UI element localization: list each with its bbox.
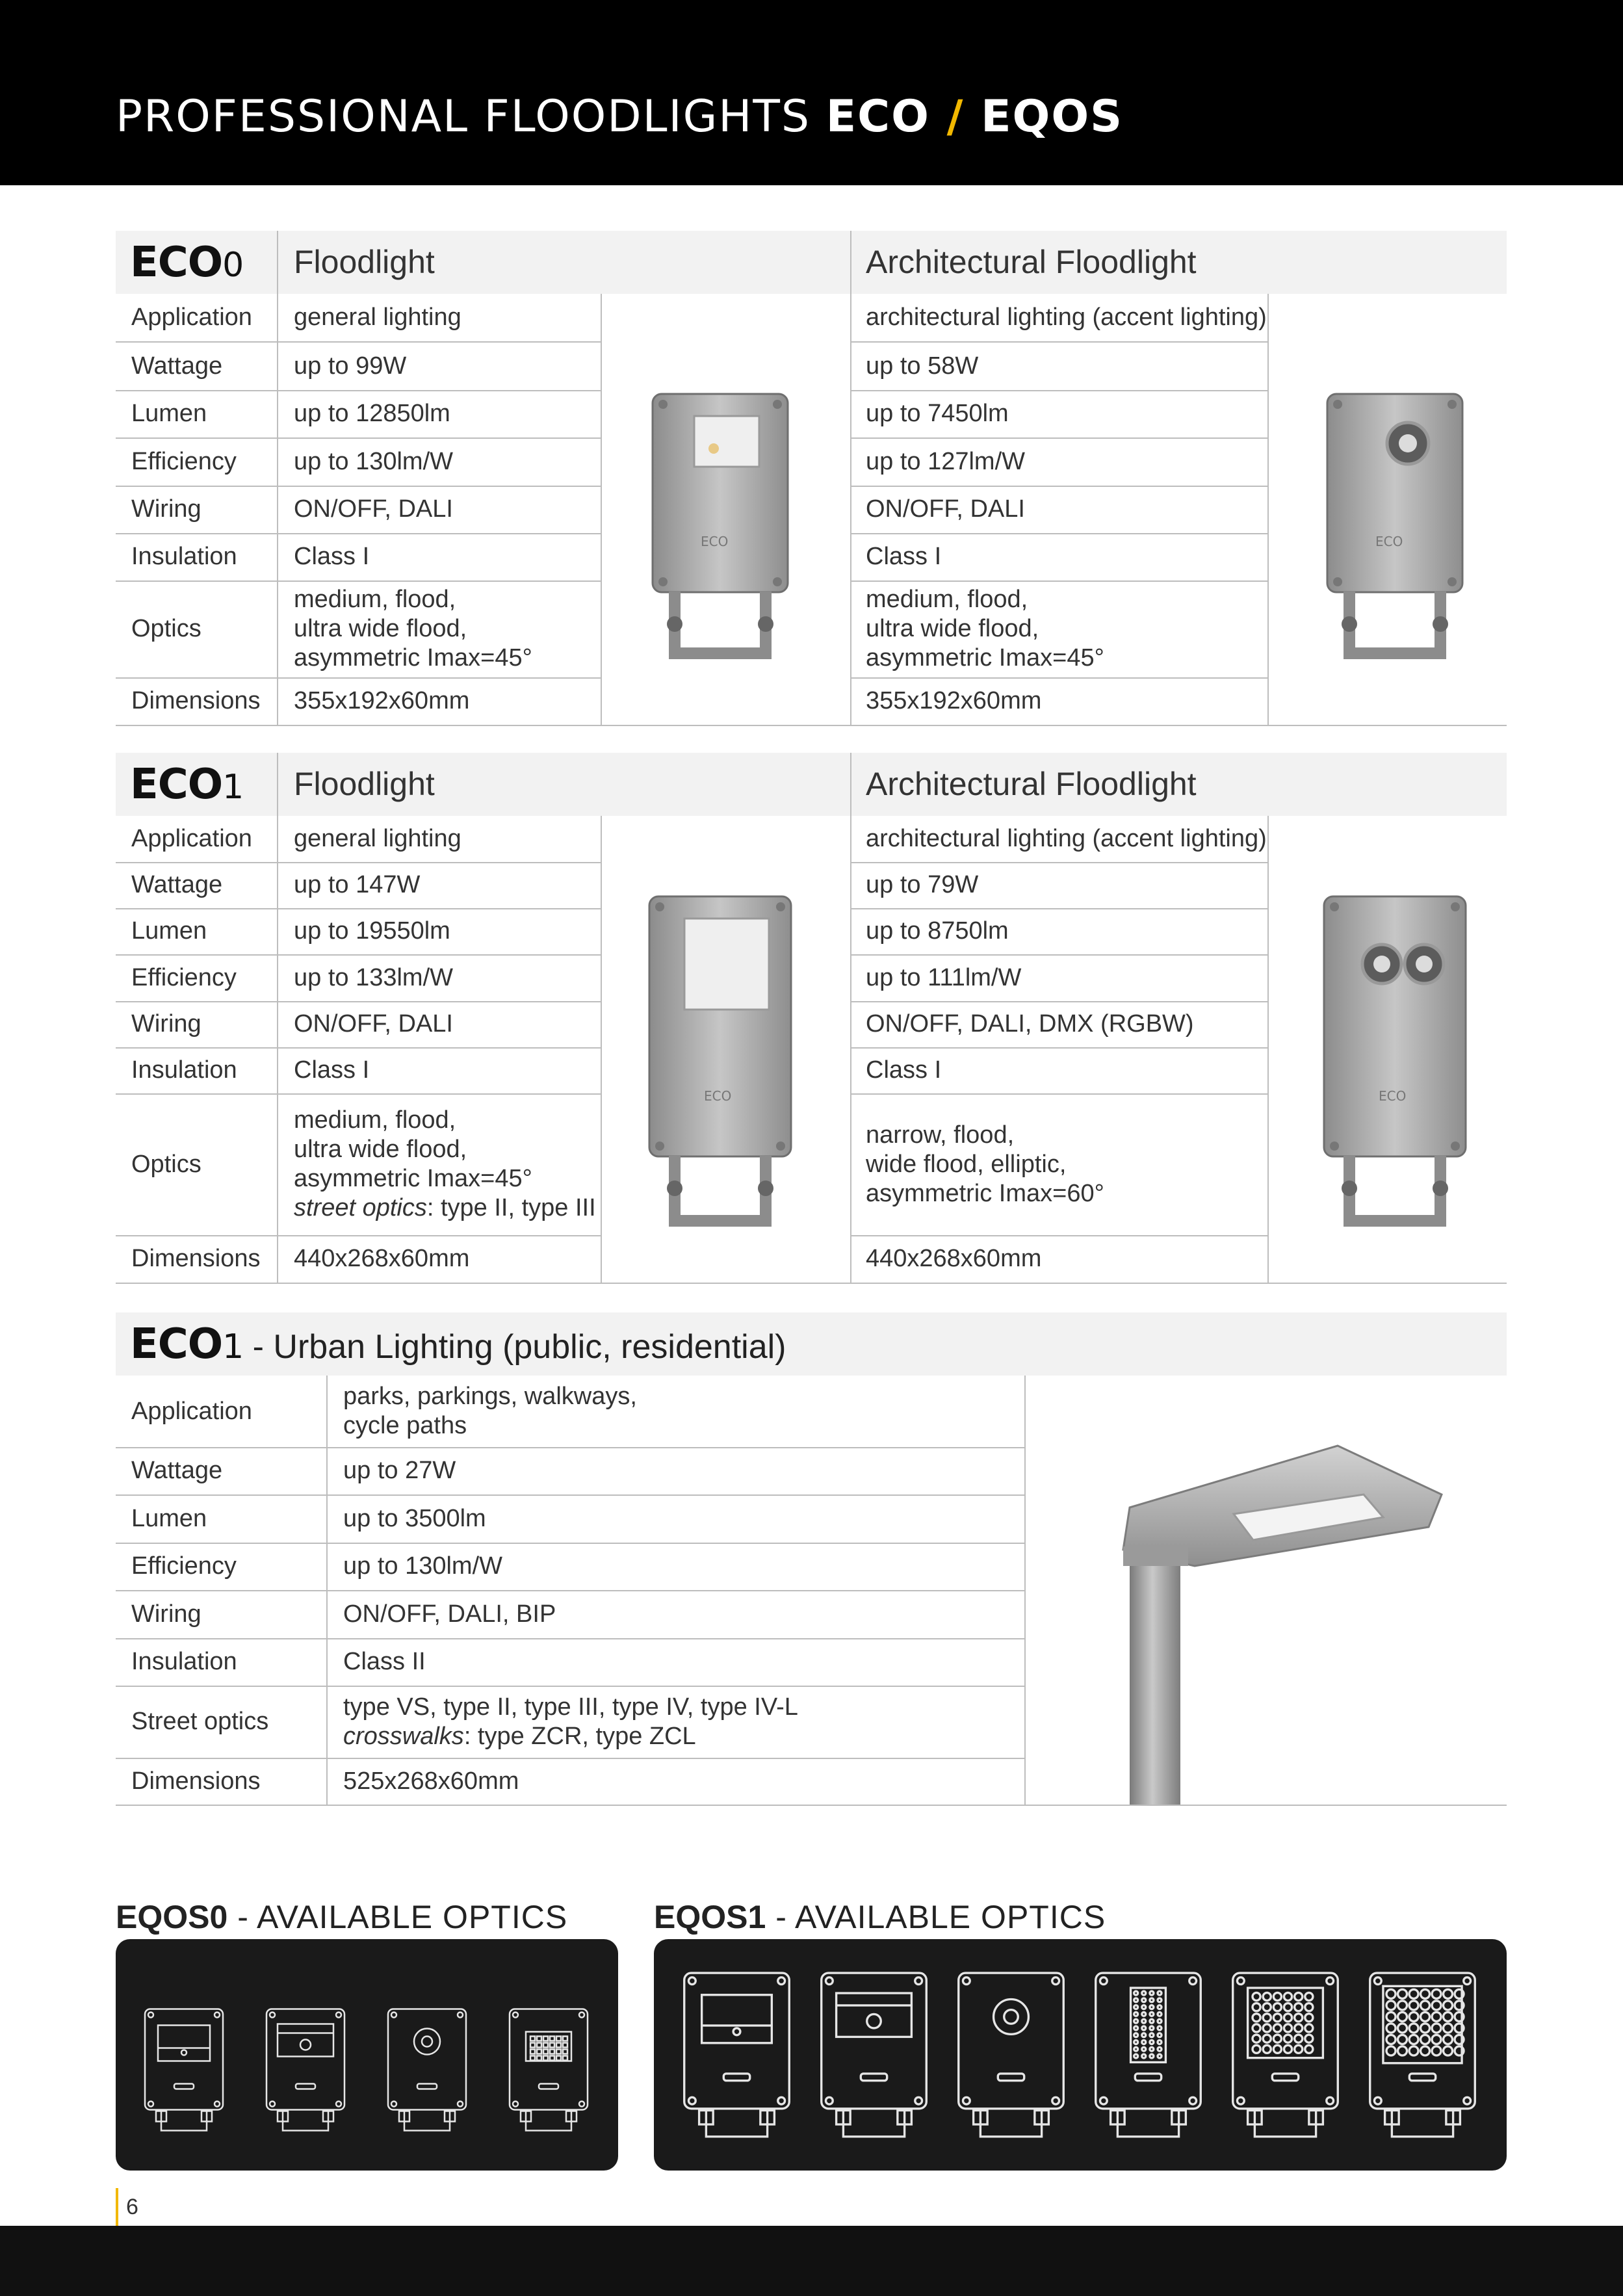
eco0-architectural-value-cell: up to 58W <box>866 352 979 380</box>
eco1-architectural-value-cell: up to 8750lm <box>866 917 1009 945</box>
svg-text:ECO: ECO <box>701 534 729 549</box>
eqos0-optics-title: EQOS0 - AVAILABLE OPTICS <box>116 1899 568 1935</box>
eco0-architectural-value-cell: Class I <box>866 543 942 570</box>
urban-label-cell: Application <box>131 1397 252 1425</box>
eco0-label-cell: Wattage <box>131 352 223 380</box>
eco1-floodlight-value-cell: up to 147W <box>294 871 421 898</box>
eqos0-wide-optic-icon <box>263 2004 348 2141</box>
urban-heading: ECO1 - Urban Lighting (public, residential) <box>130 1320 786 1368</box>
eqos0-round-optic-icon <box>385 2004 469 2141</box>
eco0-floodlight-value-cell: ON/OFF, DALI <box>294 495 453 523</box>
eqos0-array-optic-icon <box>506 2004 591 2141</box>
urban-crosswalks-value: : type ZCR, type ZCL <box>463 1722 696 1750</box>
eco1-label-cell: Wattage <box>131 871 223 898</box>
urban-value-cell: up to 3500lm <box>343 1504 486 1532</box>
eco0-architectural-value-cell: 355x192x60mm <box>866 687 1042 714</box>
eco1-architectural-value-cell: 440x268x60mm <box>866 1245 1042 1272</box>
urban-label-cell: Wiring <box>131 1600 201 1628</box>
eco1-label-cell: Wiring <box>131 1010 201 1037</box>
eco1-spec-block <box>116 753 1507 1283</box>
eco0-label-cell: Application <box>131 304 252 331</box>
eqos1-narrow-array-optic-icon <box>1091 1968 1205 2147</box>
eco0-label-cell: Wiring <box>131 495 201 523</box>
eco1-label-cell: Application <box>131 825 252 852</box>
eco1-floodlight-value-cell: up to 133lm/W <box>294 963 453 991</box>
eco1-floodlight-value-cell: ON/OFF, DALI <box>294 1010 453 1037</box>
eqos1-round-optic-icon <box>954 1968 1068 2147</box>
urban-value-cell: Class II <box>343 1648 426 1675</box>
eco0-architectural-value-cell: medium, flood, ultra wide flood, asymmetric Imax=45° <box>866 586 1104 672</box>
eqos1-optics-title: EQOS1 - AVAILABLE OPTICS <box>654 1899 1106 1935</box>
eco1-floodlight-value-cell <box>294 1093 596 1235</box>
eco1-optics-text: medium, flood, ultra wide flood, asymmetric Imax=45° <box>294 1106 532 1192</box>
eco0-architectural-heading: Architectural Floodlight <box>866 244 1197 280</box>
eco0-architectural-photo <box>1323 390 1466 663</box>
urban-label-cell: Efficiency <box>131 1552 237 1580</box>
eqos0-optics-panel <box>116 1939 618 2171</box>
svg-text:ECO: ECO <box>704 1088 732 1104</box>
eco1-street-optics-label: street optics <box>294 1194 427 1221</box>
eco1-architectural-photo <box>1320 893 1470 1231</box>
eco0-floodlight-value-cell: medium, flood, ultra wide flood, asymmetric Imax=45° <box>294 586 532 672</box>
urban-street-optics-text: type VS, type II, type III, type IV, type IV-L <box>343 1693 798 1721</box>
eco0-floodlight-value-cell: up to 12850lm <box>294 400 450 427</box>
urban-crosswalks-label: crosswalks <box>343 1722 464 1750</box>
urban-streetlight-photo <box>1104 1436 1468 1805</box>
urban-label-cell: Street optics <box>131 1708 269 1735</box>
eqos0-flood-optic-icon <box>142 2004 226 2141</box>
eco1-architectural-value-cell: up to 111lm/W <box>866 963 1022 991</box>
eco0-floodlight-value-cell: Class I <box>294 543 370 570</box>
eco0-spec-block <box>116 231 1507 726</box>
eco0-floodlight-value-cell: general lighting <box>294 304 461 331</box>
eco1-label-cell: Insulation <box>131 1056 237 1084</box>
eco1-label-cell: Dimensions <box>131 1245 261 1272</box>
urban-label-cell: Insulation <box>131 1648 237 1675</box>
eco0-floodlight-value-cell: 355x192x60mm <box>294 687 470 714</box>
urban-value-cell: parks, parkings, walkways, cycle paths <box>343 1383 637 1439</box>
eco0-architectural-value-cell: up to 7450lm <box>866 400 1009 427</box>
eco1-floodlight-photo <box>645 893 795 1231</box>
eco1-floodlight-value-cell: Class I <box>294 1056 370 1084</box>
eco0-architectural-value-cell: up to 127lm/W <box>866 447 1025 475</box>
eco1-floodlight-value-cell: up to 19550lm <box>294 917 450 945</box>
urban-value-cell: up to 27W <box>343 1457 456 1484</box>
eqos1-wide-optic-icon <box>680 1968 794 2147</box>
eco1-label-cell: Optics <box>131 1150 201 1178</box>
eqos1-optics-panel <box>654 1939 1507 2171</box>
urban-value-cell: ON/OFF, DALI, BIP <box>343 1600 556 1628</box>
eco0-floodlight-value-cell: up to 99W <box>294 352 407 380</box>
urban-label-cell: Lumen <box>131 1504 207 1532</box>
eco0-architectural-value-cell: ON/OFF, DALI <box>866 495 1025 523</box>
eco1-architectural-value-cell: architectural lighting (accent lighting) <box>866 825 1267 852</box>
eco0-architectural-value-cell: architectural lighting (accent lighting) <box>866 304 1267 331</box>
eco0-model-name: ECO0 <box>130 239 244 287</box>
eqos1-medium-optic-icon <box>817 1968 931 2147</box>
eco1-street-optics-value: : type II, type III <box>426 1194 596 1221</box>
eco1-label-cell: Efficiency <box>131 963 237 991</box>
eco1-architectural-value-cell: Class I <box>866 1056 942 1084</box>
eco1-architectural-value-cell: ON/OFF, DALI, DMX (RGBW) <box>866 1010 1194 1037</box>
eco0-label-cell: Optics <box>131 615 201 642</box>
urban-value-cell <box>343 1686 798 1758</box>
eco1-floodlight-value-cell: general lighting <box>294 825 461 852</box>
svg-text:ECO: ECO <box>1379 1088 1407 1104</box>
eco0-label-cell: Lumen <box>131 400 207 427</box>
eco1-label-cell: Lumen <box>131 917 207 945</box>
urban-spec-block <box>116 1312 1507 1805</box>
header-band <box>0 0 1623 185</box>
eco0-label-cell: Dimensions <box>131 687 261 714</box>
page-title: PROFESSIONAL FLOODLIGHTS ECO / EQOS <box>116 91 1124 142</box>
eco1-floodlight-value-cell: 440x268x60mm <box>294 1245 470 1272</box>
footer-band <box>0 2226 1623 2296</box>
eco0-floodlight-heading: Floodlight <box>294 244 435 280</box>
eco1-architectural-heading: Architectural Floodlight <box>866 766 1197 802</box>
urban-value-cell: 525x268x60mm <box>343 1767 519 1795</box>
urban-label-cell: Wattage <box>131 1457 223 1484</box>
eqos1-circle-array-optic-icon <box>1228 1968 1342 2147</box>
eco1-model-name: ECO1 <box>130 761 244 809</box>
svg-text:ECO: ECO <box>1375 534 1403 549</box>
urban-value-cell: up to 130lm/W <box>343 1552 502 1580</box>
eco1-architectural-value-cell: up to 79W <box>866 871 979 898</box>
page-number: 6 <box>116 2188 138 2226</box>
eco1-floodlight-heading: Floodlight <box>294 766 435 802</box>
eco0-floodlight-photo <box>649 390 792 663</box>
urban-label-cell: Dimensions <box>131 1767 261 1795</box>
eco0-floodlight-value-cell: up to 130lm/W <box>294 447 453 475</box>
eco0-label-cell: Insulation <box>131 543 237 570</box>
eco1-architectural-value-cell: narrow, flood, wide flood, elliptic, asymmetric Imax=60° <box>866 1121 1104 1207</box>
eqos1-grid-array-optic-icon <box>1366 1968 1479 2147</box>
eco0-label-cell: Efficiency <box>131 447 237 475</box>
